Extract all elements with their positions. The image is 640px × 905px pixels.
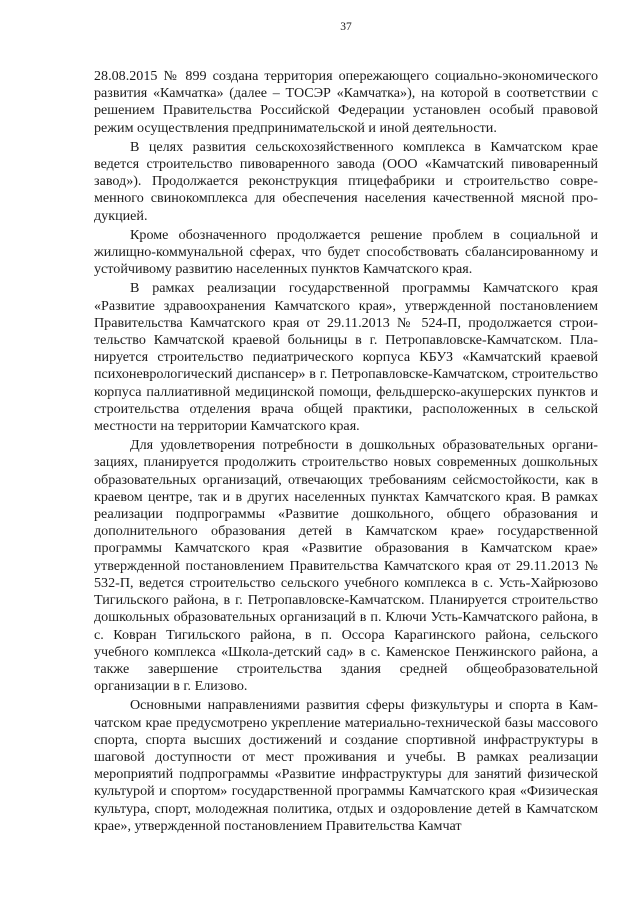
paragraph-preschool-education: Для удовлетворения потребности в дошкольных образовательных организациях, планируется продолжить строительство новых современных дошкольных образовательных организаций, отвечающих требованиям сейсмостойкости, как в краевом центре, так и в других населенных пунктах Камчатского края. В рамках реализации подпрограммы «Развитие дошкольного, общего образования и дополнительного образования детей в Камчатском крае» государственной программы Камчатского края «Развитие образования в Камчатском крае» утвержденной постановлением Правительства Камчатского края от 29.11.2013 № 532-П, ведется строительство сельского учебного комплекса в с. Усть-Хайрюзово Тигильского района, в г. Петропавловске-Камчатском. Планируется строительство дошкольных образовательных организаций в п. Ключи Усть-Камчатского района, в с. Ковран Тигильского района, в п. Оссора Карагинского района, сельского учебного комплекса «Школа-детский сад» в с. Каменское Пенжинского района, а также завершение строительства здания средней общеобразовательной организации в г. Елизово. <box>94 437 598 695</box>
paragraph-healthcare: В рамках реализации государственной программы Камчатского края «Развитие здравоохранения Камчатского края», утвержденной постановлением Правительства Камчатского края от 29.11.2013 № 524-П, продолжается строительство Камчатской краевой больницы в г. Петропавловске-Камчатском. Планируется строительство педиатрического корпуса КБУЗ «Камчатский краевой психоневрологический диспансер» в г. Петропавловске-Камчатском, строительство корпуса паллиативной медицинской помощи, фельдшерско-акушерских пунктов и строительства отделения врача общей практики, расположенных в сельской местности на территории Камчатского края. <box>94 280 598 435</box>
paragraph-toser: 28.08.2015 № 899 создана территория опережающего социально-экономического развития «Камчатка» (далее – ТОСЭР «Камчатка»), на которой в соответствии с решением Правительства Российской Федерации установлен особый правовой режим осуществления предпринимательской и иной деятельности. <box>94 68 598 136</box>
page-number: 37 <box>340 21 352 33</box>
paragraph-social-housing: Кроме обозначенного продолжается решение проблем в социальной и жилищно-коммунальной сферах, что будет способствовать сбалансированному и устойчивому развитию населенных пунктов Камчатского края. <box>94 226 598 278</box>
paragraph-agriculture: В целях развития сельскохозяйственного комплекса в Камчатском крае ведется строительство пивоваренного завода (ООО «Камчатский пивоваренный завод»). Продолжается реконструкция птицефабрики и строительство современного свинокомплекса для обеспечения населения качественной мясной продукцией. <box>94 138 598 224</box>
paragraph-sports: Основными направлениями развития сферы физкультуры и спорта в Камчатском крае предусмотрено укрепление материально-технической базы массового спорта, спорта высших достижений и создание спортивной инфраструктуры в шаговой доступности от мест проживания и учебы. В рамках реализации мероприятий подпрограммы «Развитие инфраструктуры для занятий физической культурой и спортом» государственной программы Камчатского края «Физическая культура, спорт, молодежная политика, отдых и оздоровление детей в Камчатском крае», утвержденной постановлением Правительства Камчат <box>94 697 598 834</box>
